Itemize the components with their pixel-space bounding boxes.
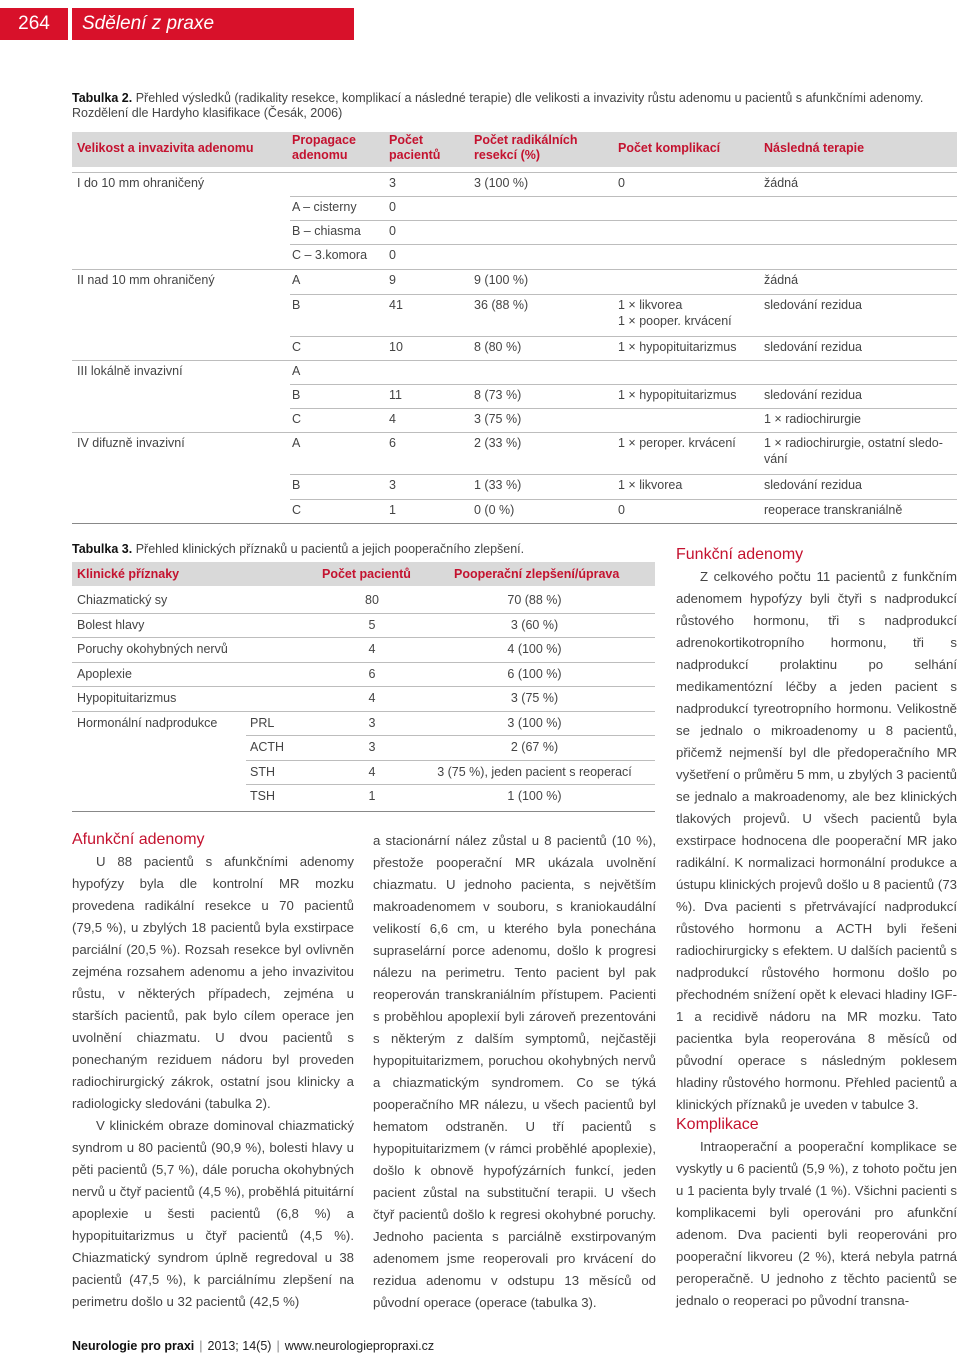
table3-improvement: 3 (75 %), jeden pacient s reoperací bbox=[437, 764, 632, 779]
table2-row-divider bbox=[290, 474, 957, 475]
table2-cell: 3 bbox=[389, 478, 396, 492]
table3-subtype: ACTH bbox=[250, 740, 285, 754]
table2-cell: A bbox=[292, 436, 301, 450]
table3-improvement: 3 (75 %) bbox=[510, 691, 559, 705]
table3-symptom: Bolest hlavy bbox=[77, 617, 145, 632]
table2-cell: 11 bbox=[389, 388, 402, 402]
table2-row-divider bbox=[290, 408, 957, 409]
table3-subtype: TSH bbox=[250, 789, 275, 803]
table2-row-divider bbox=[72, 432, 957, 433]
table2-caption-text: Přehled výsledků (radikality resekce, komplikací a následné terapie) dle velikosti a invazivity růstu adenomu u pacientů s afunkčními adenomy. Rozdělení dle Hardyho klasifikace (Česák, 2006) bbox=[72, 91, 924, 120]
table3-row-divider bbox=[72, 637, 655, 638]
funkcni-paragraph bbox=[676, 566, 957, 1116]
table2-cell: 8 (73 %) bbox=[474, 388, 522, 402]
table3-improvement: 6 (100 %) bbox=[507, 666, 562, 681]
table2-cell: C – 3.komora bbox=[292, 248, 368, 262]
table3-count: 6 bbox=[368, 666, 376, 681]
table2-cell: A bbox=[292, 273, 301, 287]
table2-row-divider bbox=[72, 360, 957, 361]
table3-row-divider bbox=[72, 613, 655, 614]
page-header bbox=[0, 8, 960, 40]
table3-count: 80 bbox=[365, 593, 379, 607]
table2-row-divider bbox=[290, 244, 957, 245]
table2-cell: 0 (0 %) bbox=[474, 503, 515, 517]
table2-header-2: Propagace adenomu bbox=[292, 133, 356, 162]
table3-row-divider bbox=[72, 662, 655, 663]
table2-cell: 1 × likvorea 1 × pooper. krvácení bbox=[618, 298, 732, 328]
table3-caption bbox=[72, 542, 662, 557]
table2-cell: C bbox=[292, 412, 302, 426]
table2-header-3: Počet pacientů bbox=[389, 133, 441, 162]
table2-cell: C bbox=[292, 340, 302, 354]
table3-row-divider bbox=[246, 760, 655, 761]
table3-subtype: PRL bbox=[250, 715, 275, 730]
table2-cell: II nad 10 mm ohraničený bbox=[77, 273, 215, 287]
table2-cell: žádná bbox=[764, 176, 799, 190]
table2-cell: 0 bbox=[389, 200, 396, 214]
table3-improvement: 1 (100 %) bbox=[507, 789, 562, 803]
table3-count: 5 bbox=[368, 617, 376, 632]
table2-row-divider bbox=[290, 384, 957, 385]
footer-issue: 2013; 14(5) bbox=[207, 1339, 272, 1353]
funkcni-text: Z celkového počtu 11 pacientů z funkčním adenomem hypofýzy byli čtyři s nadprodukcí růstového hormonu, tři s nadprodukcí adrenokortikotropního hormonu, tři s nadprodukcí prolaktinu po selhání medikamentózní léčby a jeden pacient s nadprodukcí tyreotropního hormonu. Velikostně se jednalo o mikroadenomy u 8 pacientů, přičemž nejmenší byl dle předoperačního MR vyšetření o průměru 5 mm, u zbylých 3 pacientů se jednalo a makroadenomy, ale bez klinických tlakových projevů. U všech pacientů byla exstirpace hodnocena dle pooperační MR jako radikální. K normalizaci hormonální produkce a ústupu klinických projevů došlo u 8 pacientů (73 %). Dva pacienti s přetrvávající nadprodukcí růstového hormonu a ACTH byli řešeni radiochirurgicky s efektem. U dalších pacientů s nadprodukcí růstového hormonu došlo po přechodném snížení opět k elevaci hladiny IGF-1 a recidivě nádoru na MR mozku. Tato pacientka byla reoperována 8 měsíců od původní operace s následným poklesem hladiny růstového hormonu. Přehled pacientů a klinických příznaků je uveden v tabulce 3. bbox=[676, 569, 957, 1112]
table3-count: 1 bbox=[368, 789, 376, 803]
table2-cell: 8 (80 %) bbox=[474, 340, 522, 354]
table2-cell: 9 (100 %) bbox=[474, 273, 529, 287]
afunkcni-heading: Afunkční adenomy bbox=[72, 831, 205, 848]
table2-cell: I do 10 mm ohraničený bbox=[77, 176, 205, 190]
table2-cell: A – cisterny bbox=[292, 200, 357, 214]
table3-header-1: Klinické příznaky bbox=[77, 567, 180, 581]
table2-cell: žádná bbox=[764, 273, 799, 287]
table2-cell: 1 (33 %) bbox=[474, 478, 522, 492]
table2-cell: sledování rezidua bbox=[764, 388, 862, 402]
table2-cell: B bbox=[292, 388, 301, 402]
table2-cell: 2 (33 %) bbox=[474, 436, 522, 450]
table2-header-1: Velikost a invazivita adenomu bbox=[77, 141, 254, 155]
page-footer: Neurologie pro praxi | 2013; 14(5) | www.neurologiepropraxi.cz bbox=[72, 1339, 435, 1353]
afunkcni-text-1: U 88 pacientů s afunkčními adenomy hypofýzy byla dle kontrolní MR mozku provedena radikální resekce u 70 pacientů (79,5 %), u zbylých 18 pacientů byla exstirpace parciální (20,5 %). Rozsah resekce byl ovlivněn zejména rozsahem adenomu a jeho invazivitou růstu, v některých případech, zejména u starších pacientů, pak bylo cílem operace jen uvolnění chiazmatu. U dvou pacientů s ponechaným reziduem nádoru byl proveden radiochirurgický zákrok, ostatní jsou klinicky a radiologicky sledováni (tabulka 2). bbox=[72, 854, 354, 1111]
table2-cell: A bbox=[292, 364, 301, 378]
table2-header-6: Následná terapie bbox=[764, 141, 865, 155]
table3-symptom: Apoplexie bbox=[77, 666, 132, 681]
table2-cell: 1 × radiochirurgie bbox=[764, 412, 861, 426]
table2-cell: sledování rezidua bbox=[764, 478, 862, 492]
table3-count: 3 bbox=[368, 715, 376, 730]
table2-cell: reoperace transkraniálně bbox=[764, 503, 903, 517]
komplikace-heading: Komplikace bbox=[676, 1116, 759, 1133]
section-title: Sdělení z praxe bbox=[72, 8, 354, 40]
table2-cell: 41 bbox=[389, 298, 403, 312]
table2-cell: 1 × peroper. krvácení bbox=[618, 436, 736, 450]
table2-cell: sledování rezidua bbox=[764, 298, 862, 312]
table3-improvement: 3 (60 %) bbox=[510, 617, 559, 632]
table2-cell: 1 × hypopituitarizmus bbox=[618, 340, 737, 354]
page-number: 264 bbox=[0, 8, 68, 40]
table3-count: 3 bbox=[368, 740, 376, 754]
table2-cell: B bbox=[292, 478, 301, 492]
table2-cell: 36 (88 %) bbox=[474, 298, 529, 312]
table2-header-4: Počet radikálních resekcí (%) bbox=[474, 133, 578, 162]
table2-cell: C bbox=[292, 503, 302, 517]
table2-cell: 1 × likvorea bbox=[618, 478, 683, 492]
table2-cell: 3 (100 %) bbox=[474, 176, 529, 190]
table2-cell: IV difuzně invazivní bbox=[77, 436, 185, 450]
table2-cell: 9 bbox=[389, 273, 396, 287]
table2-bottom-line bbox=[72, 523, 957, 524]
table2-row-divider bbox=[72, 269, 957, 270]
afunkcni-paragraphs bbox=[72, 851, 354, 1313]
table2-cell: 4 bbox=[389, 412, 396, 426]
table2-row-divider bbox=[290, 499, 957, 500]
table3-row-divider bbox=[246, 735, 655, 736]
table3-caption-label: Tabulka 3. bbox=[72, 542, 133, 556]
table3-header-2: Počet pacientů bbox=[322, 567, 411, 581]
komplikace-text: Intraoperační a pooperační komplikace se vyskytly u 6 pacientů (5,9 %), z tohoto počtu jen u 1 pacienta byly trvalé (1 %). Všichni pacienti s komplikacemi byli operováni pro afunkční adenom. Dva pacienti byli reoperováni pro pooperační likvoreu (2 %), která nebyla patrná peroperačně. U jednoho z těchto pacientů se jednalo o reoperaci po původní transna- bbox=[676, 1139, 957, 1308]
table3-symptom: Hypopituitarizmus bbox=[77, 691, 177, 705]
table2-caption-label: Tabulka 2. bbox=[72, 91, 133, 105]
table2-cell: B – chiasma bbox=[292, 224, 361, 238]
table2-cell: B bbox=[292, 298, 301, 312]
middle-paragraph bbox=[373, 830, 656, 1314]
table2-caption bbox=[72, 91, 952, 121]
middle-text: a stacionární nález zůstal u 8 pacientů (10 %), přestože pooperační MR ukázala uvolnění chiazmatu. U jednoho pacienta, s největším makroadenomem v souboru, s kraniokaudální velikostí 6,6 cm, u kterého byla ponechána supraselární porce adenomu, došlo k progresi nálezu na perimetru. Tento pacient byl pak reoperován transkraniálním přístupem. Pacienti s proběhlou apoplexií byli zároveň prezentováni s některým z dalším symptomů, nejčastěji hypopituitarizmem, poruchou okohybných nervů a chiazmatickým syndromem. Co se týká pooperačního MR nálezu, u všech pacientů byl hematom odstraněn. U tří pacientů s hypopituitarizmem (v rámci proběhlé apoplexie), došlo k obnově hypofýzárních funkcí, jeden pacient zůstal na substituční terapii. U všech čtyř pacientů došlo k regresi okohybné poruchy. Jednoho pacienta s parciálně exstirpovaným adenomem jsme reoperovali pro krvácení do rezidua adenomu v odstupu 13 měsíců od původní operace (operace (tabulka 3). bbox=[373, 833, 656, 1310]
table2-cell: 10 bbox=[389, 340, 403, 354]
table3-improvement: 4 (100 %) bbox=[507, 642, 562, 656]
table3-header-3: Pooperační zlepšení/úprava bbox=[454, 567, 620, 581]
table3-improvement: 70 (88 %) bbox=[507, 593, 562, 607]
table2-row-divider bbox=[290, 220, 957, 221]
table3-count: 4 bbox=[368, 764, 376, 779]
table2-cell: 3 bbox=[389, 176, 396, 190]
table2-cell: 1 × hypopituitarizmus bbox=[618, 388, 737, 402]
table3-row-divider bbox=[72, 686, 655, 687]
table2-cell: 0 bbox=[618, 176, 625, 190]
table2-cell: 0 bbox=[389, 248, 396, 262]
afunkcni-text-2: V klinickém obraze dominoval chiazmatický syndrom u 80 pacientů (90,9 %), bolesti hlavy u pěti pacientů (5,7 %), dále porucha okohybných nervů u čtyř pacientů (4,5 %), proběhlá pituitární apoplexie u šesti pacientů (6,8 %) a hypopituitarizmus u čtyř pacientů (4,5 %). Chiazmatický syndrom úplně regredoval u 38 pacientů (47,5 %), k parciálnímu zlepšení na perimetru došlo u 32 pacientů (42,5 %) bbox=[72, 1118, 354, 1309]
table3-row-divider bbox=[246, 784, 655, 785]
table3-bottom-line bbox=[72, 811, 655, 812]
table2-row-divider bbox=[72, 172, 957, 173]
table2-cell: 1 × radiochirurgie, ostatní sledo- vání bbox=[764, 436, 943, 466]
table3-improvement: 3 (100 %) bbox=[507, 715, 562, 730]
table3-symptom: Hormonální nadprodukce bbox=[77, 715, 218, 730]
table3-symptom: Poruchy okohybných nervů bbox=[77, 642, 228, 656]
footer-url: www.neurologiepropraxi.cz bbox=[284, 1339, 435, 1353]
table3-caption-text: Přehled klinických příznaků u pacientů a jejich pooperačního zlepšení. bbox=[135, 542, 525, 556]
table2-cell: 6 bbox=[389, 436, 396, 450]
table2-cell: III lokálně invazivní bbox=[77, 364, 183, 378]
table2-cell: 0 bbox=[618, 503, 625, 517]
table2-header-5: Počet komplikací bbox=[618, 141, 721, 155]
table3 bbox=[72, 562, 655, 812]
table3-improvement: 2 (67 %) bbox=[510, 740, 559, 754]
table2-cell: 0 bbox=[389, 224, 396, 238]
table2 bbox=[72, 123, 957, 523]
table2-row-divider bbox=[290, 196, 957, 197]
table3-count: 4 bbox=[368, 691, 376, 705]
table2-cell: sledování rezidua bbox=[764, 340, 862, 354]
table3-symptom: Chiazmatický sy bbox=[77, 593, 168, 607]
komplikace-paragraph bbox=[676, 1136, 957, 1312]
table2-row-divider bbox=[290, 294, 957, 295]
table2-row-divider bbox=[290, 336, 957, 337]
footer-journal: Neurologie pro praxi bbox=[72, 1339, 195, 1353]
table3-row-divider bbox=[72, 711, 655, 712]
table2-cell: 1 bbox=[389, 503, 396, 517]
funkcni-heading: Funkční adenomy bbox=[676, 546, 804, 563]
table3-subtype: STH bbox=[250, 764, 275, 779]
table3-count: 4 bbox=[368, 642, 376, 656]
table2-cell: 3 (75 %) bbox=[474, 412, 522, 426]
